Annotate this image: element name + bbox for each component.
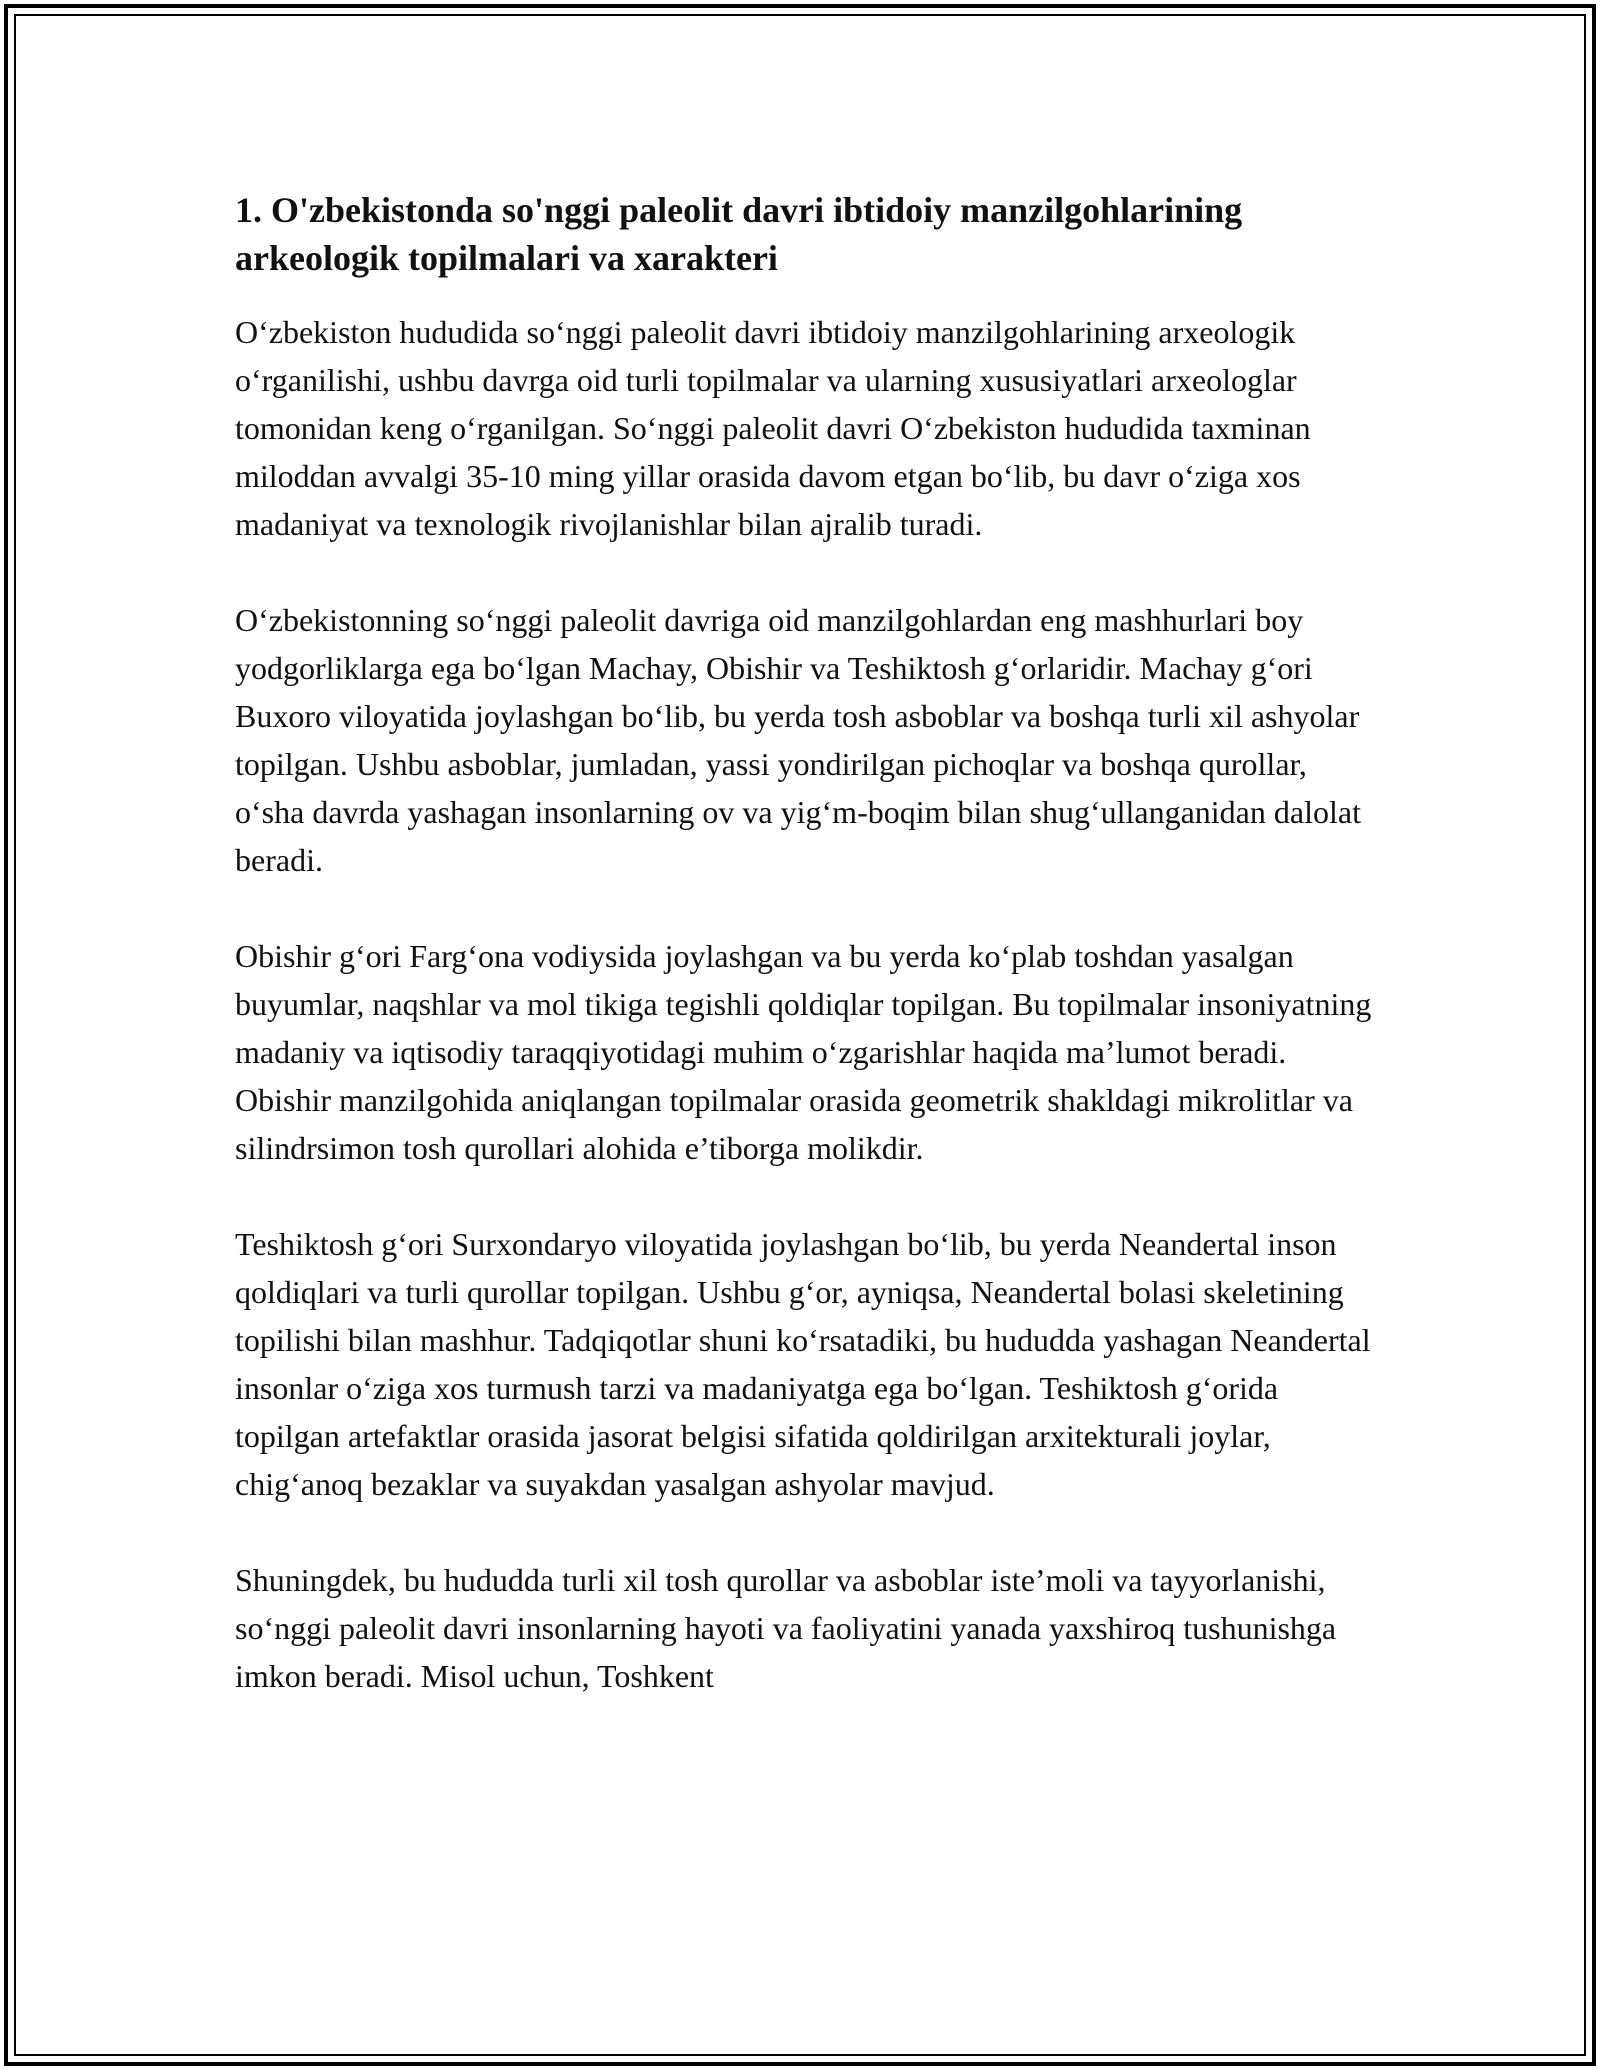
paragraph-2: O‘zbekistonning so‘nggi paleolit davriga oid manzilgohlardan eng mashhurlari boy yodgorliklarga ega bo‘lgan Machay, Obishir va Teshiktosh g‘orlaridir. Machay g‘ori Buxoro viloyatida joylashgan bo‘lib, bu yerda tosh asboblar va boshqa turli xil ashyolar topilgan. Ushbu asboblar, jumladan, yassi yondirilgan pichoqlar va boshqa qurollar, o‘sha davrda yashagan insonlarning ov va yig‘m-boqim bilan shug‘ullanganidan dalolat beradi. xyxy=(235,602,1361,878)
document-body xyxy=(235,186,1375,1700)
paragraph-1: O‘zbekiston hududida so‘nggi paleolit davri ibtidoiy manzilgohlarining arxeologik o‘rganilishi, ushbu davrga oid turli topilmalar va ularning xususiyatlari arxeologlar tomonidan keng o‘rganilgan. So‘nggi paleolit davri O‘zbekiston hududida taxminan miloddan avvalgi 35-10 ming yillar orasida davom etgan bo‘lib, bu davr o‘ziga xos madaniyat va texnologik rivojlanishlar bilan ajralib turadi. xyxy=(235,314,1311,542)
paragraph-3: Obishir g‘ori Farg‘ona vodiysida joylashgan va bu yerda ko‘plab toshdan yasalgan buyumlar, naqshlar va mol tikiga tegishli qoldiqlar topilgan. Bu topilmalar insoniyatning madaniy va iqtisodiy taraqqiyotidagi muhim o‘zgarishlar haqida ma’lumot beradi. Obishir manzilgohida aniqlangan topilmalar orasida geometrik shakldagi mikrolitlar va silindrsimon tosh qurollari alohida e’tiborga molikdir. xyxy=(235,938,1372,1166)
paragraph-4: Teshiktosh g‘ori Surxondaryo viloyatida joylashgan bo‘lib, bu yerda Neandertal inson qoldiqlari va turli qurollar topilgan. Ushbu g‘or, ayniqsa, Neandertal bolasi skeletining topilishi bilan mashhur. Tadqiqotlar shuni ko‘rsatadiki, bu hududda yashagan Neandertal insonlar o‘ziga xos turmush tarzi va madaniyatga ega bo‘lgan. Teshiktosh g‘orida topilgan artefaktlar orasida jasorat belgisi sifatida qoldirilgan arxitekturali joylar, chig‘anoq bezaklar va suyakdan yasalgan ashyolar mavjud. xyxy=(235,1226,1371,1502)
section-heading: 1. O'zbekistonda so'nggi paleolit davri ibtidoiy manzilgohlarining arkeologik topilmalari va xarakteri xyxy=(235,190,1243,278)
paragraph-5: Shuningdek, bu hududda turli xil tosh qurollar va asboblar iste’moli va tayyorlanishi, so‘nggi paleolit davri insonlarning hayoti va faoliyatini yanada yaxshiroq tushunishga imkon beradi. Misol uchun, Toshkent xyxy=(235,1562,1337,1694)
